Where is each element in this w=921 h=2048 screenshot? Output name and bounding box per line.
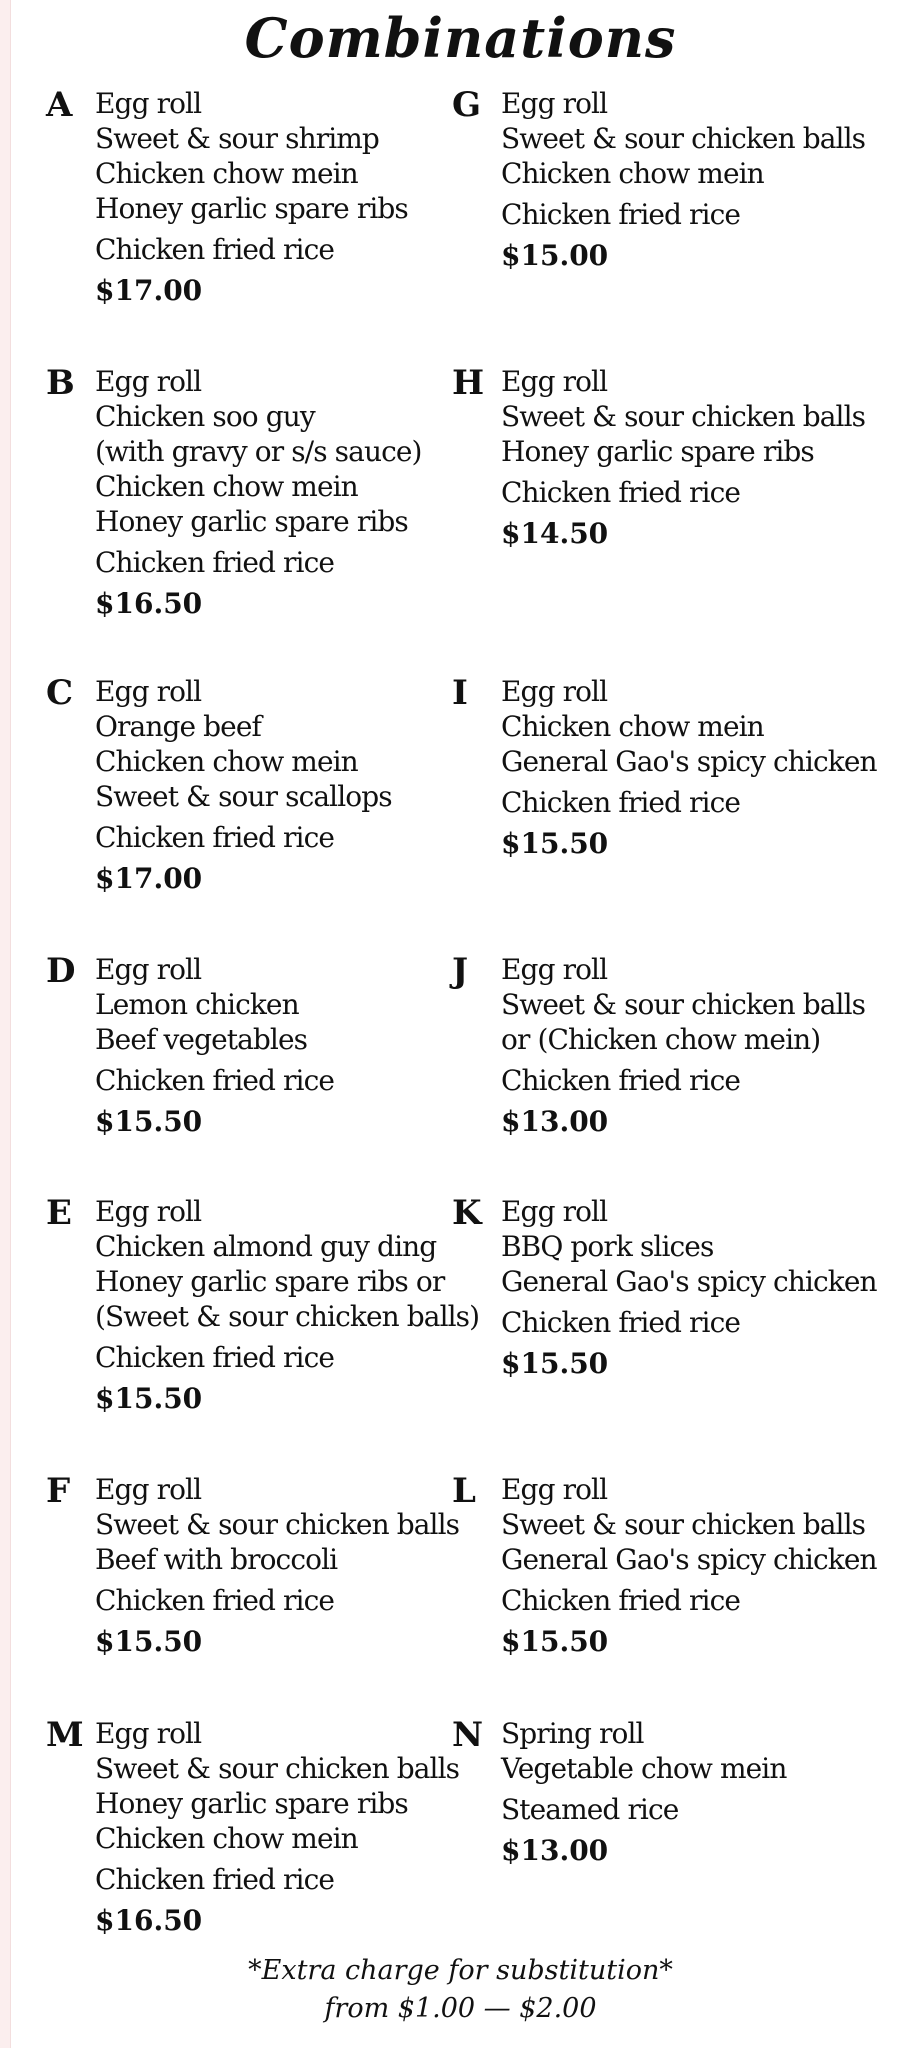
combo-items [46, 1472, 460, 1618]
combo-i [452, 673, 877, 862]
combo-letter: K [452, 1193, 482, 1233]
combo-price: $15.50 [501, 1347, 609, 1380]
combo-item: Egg roll [501, 87, 608, 120]
combo-item: Chicken almond guy ding [95, 1230, 437, 1263]
combo-item: Chicken fried rice [501, 1064, 741, 1097]
combo-g [452, 85, 866, 274]
combo-price: $15.50 [95, 1105, 203, 1138]
combo-price: $15.50 [501, 827, 609, 860]
combo-item: General Gao's spicy chicken [501, 745, 877, 778]
combo-price: $16.50 [95, 587, 203, 620]
combo-items [46, 1716, 460, 1897]
combo-item: Chicken fried rice [95, 546, 335, 579]
combo-item: Egg roll [95, 1473, 202, 1506]
combo-price: $15.50 [501, 1625, 609, 1658]
combo-letter: B [46, 363, 75, 403]
combo-letter: F [46, 1471, 71, 1511]
page-edge-strip [0, 0, 11, 2048]
combo-d [46, 952, 456, 1140]
combo-items [46, 952, 456, 1098]
combo-items [46, 86, 456, 267]
combo-letter: G [452, 85, 482, 125]
combo-letter: N [452, 1715, 484, 1755]
combo-item: Egg roll [95, 87, 202, 120]
combo-item: Chicken soo guy [95, 400, 315, 433]
combo-item: Chicken fried rice [95, 1341, 335, 1374]
combo-items [452, 952, 866, 1098]
combo-item: Egg roll [501, 675, 608, 708]
page-title: Combinations [244, 6, 677, 70]
combo-item: Chicken fried rice [501, 1584, 741, 1617]
combo-item: Chicken fried rice [501, 786, 741, 819]
combo-item: Vegetable chow mein [501, 1752, 787, 1785]
combo-items [46, 364, 456, 580]
combo-k [452, 1193, 877, 1382]
combo-c [46, 674, 456, 897]
combo-j [452, 951, 866, 1140]
combo-price: $16.50 [95, 1904, 203, 1937]
combo-item: Chicken chow mein [501, 710, 764, 743]
combo-items [452, 86, 866, 232]
combo-item: Spring roll [501, 1717, 644, 1750]
combo-item: Sweet & sour chicken balls [501, 988, 866, 1021]
combo-letter: D [46, 951, 76, 991]
combo-items [452, 1194, 877, 1340]
combo-item: Chicken fried rice [95, 233, 335, 266]
combo-b [46, 364, 456, 622]
combo-item: Chicken fried rice [95, 1064, 335, 1097]
combo-letter: A [46, 85, 73, 125]
combo-price: $17.00 [95, 274, 203, 307]
substitution-note-line1: *Extra charge for substitution* [248, 1955, 673, 1986]
combo-item: Egg roll [501, 1195, 608, 1228]
combo-e [46, 1193, 480, 1417]
combo-item: Egg roll [95, 365, 202, 398]
combo-letter: I [452, 673, 468, 713]
combo-item: Chicken fried rice [95, 1584, 335, 1617]
combo-item: Egg roll [95, 675, 202, 708]
combo-letter: J [452, 951, 469, 991]
combo-item: Chicken fried rice [95, 1863, 335, 1896]
combo-item: Honey garlic spare ribs or [95, 1265, 445, 1298]
combo-item: Steamed rice [501, 1793, 679, 1826]
combo-item: (Sweet & sour chicken balls) [95, 1300, 480, 1333]
combo-item: Chicken chow mein [95, 745, 358, 778]
combo-letter: L [452, 1471, 476, 1511]
combo-item: Chicken chow mein [501, 157, 764, 190]
combo-letter: E [46, 1193, 72, 1233]
combo-item: Chicken fried rice [501, 476, 741, 509]
combo-price: $17.00 [95, 862, 203, 895]
combo-item: Honey garlic spare ribs [95, 192, 408, 225]
combo-items [452, 1716, 862, 1827]
combo-item: Sweet & sour chicken balls [95, 1752, 460, 1785]
combo-item: Egg roll [95, 953, 202, 986]
combo-item: General Gao's spicy chicken [501, 1265, 877, 1298]
combo-item: or (Chicken chow mein) [501, 1023, 821, 1056]
combo-item: Sweet & sour shrimp [95, 122, 379, 155]
combo-item: Orange beef [95, 710, 261, 743]
substitution-note [0, 1952, 921, 2028]
combo-n [452, 1716, 862, 1869]
combo-item: Sweet & sour chicken balls [501, 122, 866, 155]
combo-item: Egg roll [95, 1717, 202, 1750]
combo-item: Egg roll [95, 1195, 202, 1228]
combo-item: Chicken fried rice [95, 821, 335, 854]
substitution-note-line2: from $1.00 — $2.00 [324, 1993, 597, 2024]
combo-item: Egg roll [501, 365, 608, 398]
combo-items [452, 1472, 877, 1618]
combo-item: BBQ pork slices [501, 1230, 714, 1263]
combo-items [46, 674, 456, 855]
combo-item: (with gravy or s/s sauce) [95, 435, 422, 468]
combo-item: Sweet & sour chicken balls [501, 1508, 866, 1541]
combo-item: Honey garlic spare ribs [501, 435, 814, 468]
combo-price: $15.00 [501, 239, 609, 272]
combo-price: $15.50 [95, 1382, 203, 1415]
combo-item: Sweet & sour chicken balls [501, 400, 866, 433]
combo-price: $13.00 [501, 1834, 609, 1867]
combo-price: $14.50 [501, 517, 609, 550]
combo-item: Chicken chow mein [95, 1822, 358, 1855]
combo-price: $13.00 [501, 1105, 609, 1138]
combo-item: Egg roll [501, 953, 608, 986]
combo-item: Chicken fried rice [501, 198, 741, 231]
combo-letter: C [46, 673, 74, 713]
combo-price: $15.50 [95, 1625, 203, 1658]
combo-item: Chicken chow mein [95, 157, 358, 190]
combo-item: Chicken chow mein [95, 470, 358, 503]
combo-item: Beef with broccoli [95, 1543, 338, 1576]
combo-item: Sweet & sour scallops [95, 780, 392, 813]
combo-items [452, 364, 866, 510]
combo-item: Honey garlic spare ribs [95, 505, 408, 538]
combo-h [452, 363, 866, 552]
combo-item: Honey garlic spare ribs [95, 1787, 408, 1820]
combo-item: General Gao's spicy chicken [501, 1543, 877, 1576]
combo-m [46, 1715, 460, 1939]
combo-item: Sweet & sour chicken balls [95, 1508, 460, 1541]
combo-letter: M [46, 1715, 84, 1755]
combo-item: Beef vegetables [95, 1023, 308, 1056]
combo-l [452, 1471, 877, 1660]
combo-items [452, 674, 877, 820]
combo-items [46, 1194, 480, 1375]
combo-a [46, 86, 456, 309]
combo-item: Egg roll [501, 1473, 608, 1506]
combo-item: Chicken fried rice [501, 1306, 741, 1339]
combo-item: Lemon chicken [95, 988, 299, 1021]
combo-letter: H [452, 363, 485, 403]
combo-f [46, 1471, 460, 1660]
